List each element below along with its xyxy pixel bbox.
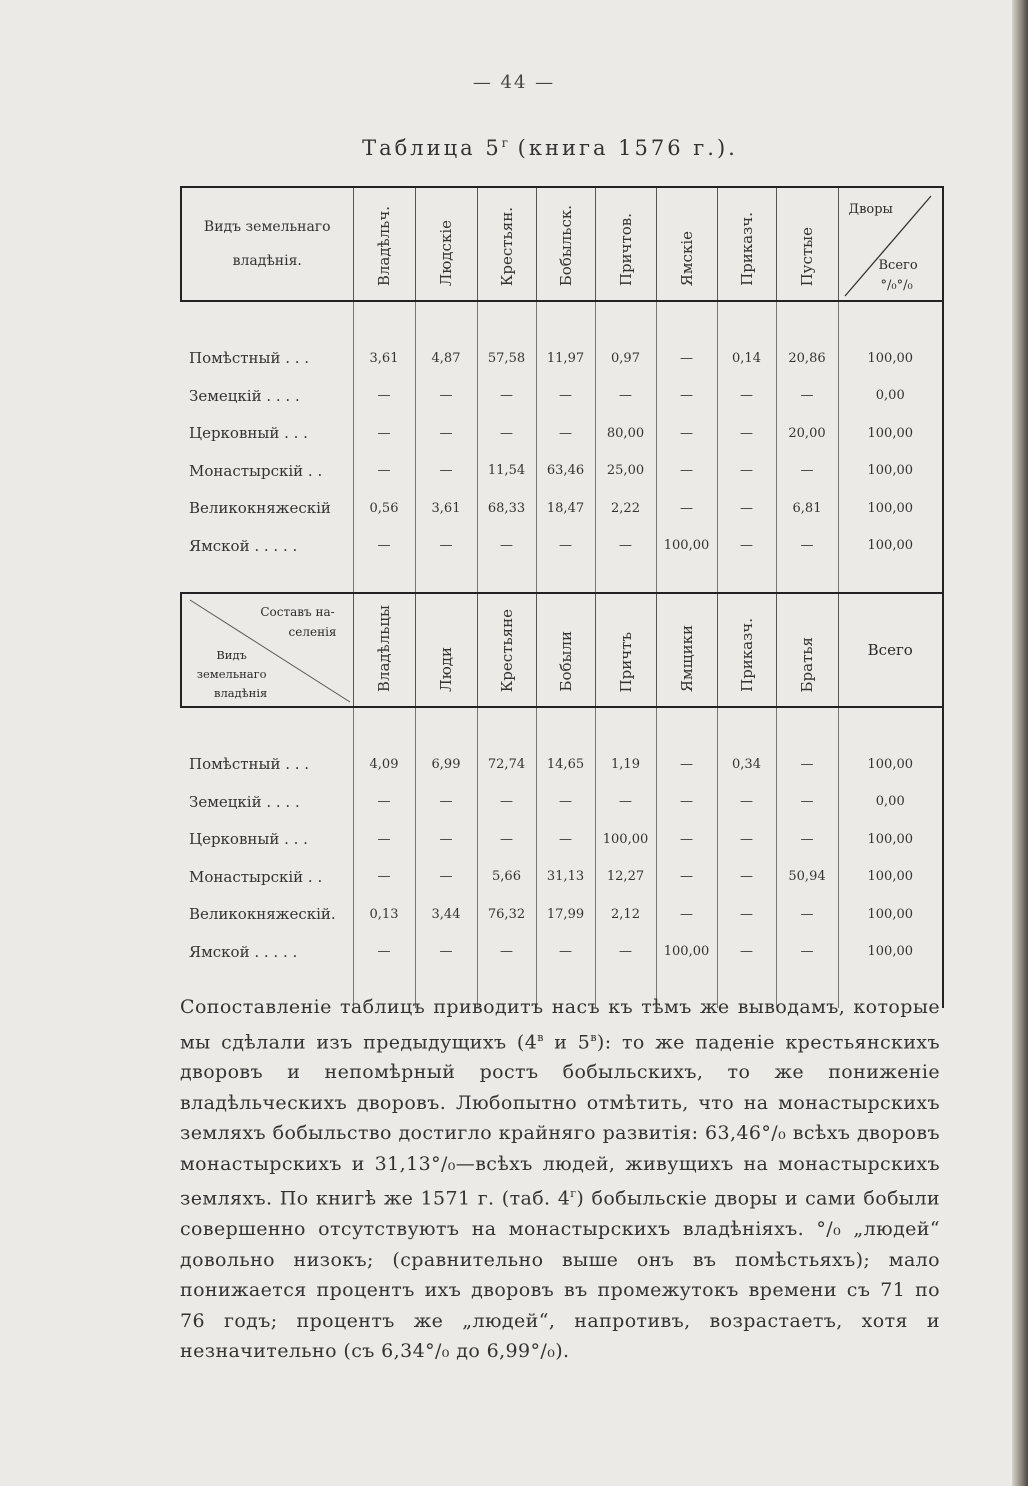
table1-col-header <box>477 187 536 301</box>
table1-col-header <box>656 187 717 301</box>
table-cell: — <box>595 933 656 971</box>
table2 <box>180 592 944 1008</box>
table-row <box>181 783 943 821</box>
table-cell: 0,14 <box>717 340 776 378</box>
table-cell: 0,13 <box>353 896 415 934</box>
table-cell: 2,12 <box>595 896 656 934</box>
col-label: Бобыльск. <box>556 204 575 286</box>
table-row <box>181 896 943 934</box>
table-cell: — <box>353 933 415 971</box>
table-cell: — <box>353 783 415 821</box>
table1-col-header <box>595 187 656 301</box>
page-number: — 44 — <box>472 72 556 93</box>
table-row <box>181 490 943 528</box>
table-cell: — <box>717 821 776 859</box>
table2-col-header <box>477 593 536 707</box>
table-cell: — <box>536 933 595 971</box>
col-label: Людскіе <box>437 219 455 286</box>
table-cell: — <box>536 415 595 453</box>
table-row <box>181 746 943 784</box>
corner-bottom-text <box>196 646 267 703</box>
table2-header-row <box>181 593 943 707</box>
para-part: и 5 <box>543 1030 591 1053</box>
table-cell: — <box>717 415 776 453</box>
table-cell: 20,00 <box>776 415 838 453</box>
table-cell: — <box>656 896 717 934</box>
table1-title-sup: г <box>501 136 508 150</box>
table-cell: 3,61 <box>415 490 477 528</box>
table-cell: — <box>656 377 717 415</box>
table-cell: 3,44 <box>415 896 477 934</box>
table-cell: — <box>776 896 838 934</box>
col-label: Приказч. <box>737 618 756 692</box>
row-label: Великокняжескій <box>189 499 331 518</box>
table-cell: 100,00 <box>838 490 943 528</box>
table-cell: — <box>656 415 717 453</box>
table-cell: — <box>656 746 717 784</box>
table-cell: — <box>717 377 776 415</box>
table2-spacer <box>181 707 943 746</box>
table-cell: 2,22 <box>595 490 656 528</box>
table-row <box>181 527 943 565</box>
table1-total-header <box>838 187 943 301</box>
table-cell: — <box>595 377 656 415</box>
para-sup: г <box>570 1187 577 1201</box>
para-part: ) бобыльскіе дворы и сами бобыли совершенно отсутствуютъ на монастырскихъ владѣніяхъ. °/₀ „людей“ довольно низокъ; (сравнительно выше онъ въ помѣстьяхъ); мало понижается процентъ ихъ дворовъ въ промежутокъ времени съ 71 по 76 годъ; процентъ же „людей“, напротивъ, возрастаетъ, хотя и незначительно (съ 6,34°/₀ до 6,99°/₀). <box>180 1187 940 1363</box>
table-cell: — <box>477 415 536 453</box>
table-cell: — <box>656 340 717 378</box>
table-cell: — <box>536 377 595 415</box>
table2-body <box>181 707 943 1008</box>
table-row <box>181 821 943 859</box>
row-label: Монастырскій . . <box>189 867 323 886</box>
table2-total-header: Всего <box>838 593 943 707</box>
table-cell: 100,00 <box>656 933 717 971</box>
col-label: Крестьян. <box>497 206 516 286</box>
table-cell: — <box>717 858 776 896</box>
table-cell: — <box>353 821 415 859</box>
table-cell: 72,74 <box>477 746 536 784</box>
table-cell: 100,00 <box>838 340 943 378</box>
row-label: Земецкій . . . . <box>189 792 300 811</box>
table-row <box>181 452 943 490</box>
table-cell: — <box>656 821 717 859</box>
table-cell: — <box>477 527 536 565</box>
row-label: Помѣстный . . . <box>189 349 310 368</box>
table-cell: — <box>656 490 717 528</box>
table1 <box>180 186 944 602</box>
body-paragraph <box>180 992 940 1367</box>
col-label: Ямскіе <box>677 230 696 286</box>
table-row <box>181 933 943 971</box>
para-sup: в <box>537 1030 544 1044</box>
table-cell: — <box>717 896 776 934</box>
table-cell: 100,00 <box>838 527 943 565</box>
table-cell: — <box>477 821 536 859</box>
table-cell: 18,47 <box>536 490 595 528</box>
table-cell: 100,00 <box>838 933 943 971</box>
table-cell: 100,00 <box>838 746 943 784</box>
table-cell: — <box>415 933 477 971</box>
table2-col-header <box>536 593 595 707</box>
table2-corner <box>181 593 353 707</box>
table-cell: — <box>353 527 415 565</box>
table-cell: — <box>595 783 656 821</box>
table-cell: — <box>415 858 477 896</box>
col-label: Причтъ <box>616 631 635 692</box>
table2-col-header <box>656 593 717 707</box>
table-cell: 100,00 <box>838 896 943 934</box>
table-cell: — <box>353 377 415 415</box>
table-cell: 1,19 <box>595 746 656 784</box>
table-row <box>181 415 943 453</box>
page-edge <box>1012 0 1028 1486</box>
table-cell: — <box>415 377 477 415</box>
col-label: Бобыли <box>556 631 575 692</box>
para-part: Сопоставленіе таблицъ приводитъ насъ къ тѣмъ же выводамъ, которые мы сдѣлали изъ предыдущихъ (4 <box>180 996 940 1053</box>
table-cell: — <box>717 490 776 528</box>
table-cell: 4,87 <box>415 340 477 378</box>
table-cell: — <box>717 527 776 565</box>
table-cell: 5,66 <box>477 858 536 896</box>
table-cell: — <box>717 933 776 971</box>
para-sup: в <box>590 1030 597 1044</box>
table-cell: 0,34 <box>717 746 776 784</box>
col-label: Крестьяне <box>497 608 516 692</box>
total-header-bottom: °/₀°/₀ <box>880 278 913 293</box>
table-cell: 100,00 <box>838 821 943 859</box>
table1-col-header <box>776 187 838 301</box>
table-cell: — <box>776 783 838 821</box>
table1-body <box>181 301 943 602</box>
table-cell: 0,97 <box>595 340 656 378</box>
table2-col-header <box>776 593 838 707</box>
table-cell: — <box>477 933 536 971</box>
col-label: Владѣльч. <box>375 205 393 286</box>
table-cell: 0,00 <box>838 783 943 821</box>
table-cell: 100,00 <box>838 415 943 453</box>
table1-title-main: Таблица 5 <box>362 136 502 160</box>
col-label: Приказч. <box>737 212 756 286</box>
table-row <box>181 340 943 378</box>
col-label: Люди <box>437 647 455 692</box>
table-cell: 12,27 <box>595 858 656 896</box>
table-cell: 63,46 <box>536 452 595 490</box>
table-cell: — <box>776 452 838 490</box>
table-cell: — <box>353 452 415 490</box>
table-cell: — <box>595 527 656 565</box>
col-label: Причтов. <box>616 212 635 286</box>
table1-header-row <box>181 187 943 301</box>
row-label: Ямской . . . . . <box>189 536 298 555</box>
table1-spacer <box>181 301 943 340</box>
table-cell: — <box>717 783 776 821</box>
row-label: Ямской . . . . . <box>189 942 298 961</box>
table1-col-header <box>415 187 477 301</box>
table-cell: — <box>353 858 415 896</box>
table-cell: — <box>415 452 477 490</box>
table-row <box>181 377 943 415</box>
row-label: Церковный . . . <box>189 830 308 849</box>
table-cell: — <box>415 821 477 859</box>
table-cell: 57,58 <box>477 340 536 378</box>
table-cell: — <box>717 452 776 490</box>
table-cell: 17,99 <box>536 896 595 934</box>
table-cell: — <box>656 858 717 896</box>
table-cell: — <box>656 783 717 821</box>
corner-bottom-line1: Видъ <box>216 648 247 662</box>
row-label: Великокняжескій. <box>189 905 336 924</box>
table-cell: — <box>536 527 595 565</box>
table2-col-header <box>415 593 477 707</box>
table-cell: 6,99 <box>415 746 477 784</box>
table-cell: — <box>776 377 838 415</box>
row-label: Монастырскій . . <box>189 461 323 480</box>
table1-title <box>0 136 1028 160</box>
table1-col-header <box>717 187 776 301</box>
col-label: Владѣльцы <box>375 604 393 692</box>
table-cell: — <box>415 415 477 453</box>
corner-label-line1: Видъ земельнаго <box>203 219 331 235</box>
corner-top-line1: Составъ на- <box>260 605 335 619</box>
table-cell: 6,81 <box>776 490 838 528</box>
table-cell: — <box>415 783 477 821</box>
table-cell: — <box>415 527 477 565</box>
table2-col-header <box>717 593 776 707</box>
corner-top-text <box>259 602 337 642</box>
table-cell: 11,97 <box>536 340 595 378</box>
table-cell: — <box>536 783 595 821</box>
table-cell: 14,65 <box>536 746 595 784</box>
table-cell: — <box>477 377 536 415</box>
table-cell: 31,13 <box>536 858 595 896</box>
table-cell: 100,00 <box>838 858 943 896</box>
col-label: Братья <box>798 636 816 692</box>
table1-corner-label <box>181 187 353 301</box>
corner-bottom-line2: земельнаго <box>196 667 267 681</box>
total-header-mid: Всего <box>878 258 918 273</box>
para-part: ): то же паденіе крестьянскихъ дворовъ и непомѣрный ростъ бобыльскихъ, то же пониженіе владѣльческихъ дворовъ. Любопытно отмѣтить, что на монастырскихъ земляхъ бобыльство достигло крайняго развитія: 63,46°/₀ всѣхъ дворовъ монастырскихъ и 31,13°/₀—всѣхъ людей, живущихъ на монастырскихъ земляхъ. По книгѣ же 1571 г. (таб. 4 <box>180 1030 940 1210</box>
corner-top-line2: селенія <box>288 625 337 639</box>
table-cell: 0,56 <box>353 490 415 528</box>
table-cell: 0,00 <box>838 377 943 415</box>
table-cell: 68,33 <box>477 490 536 528</box>
table-cell: 3,61 <box>353 340 415 378</box>
table-cell: 20,86 <box>776 340 838 378</box>
table-cell: — <box>776 821 838 859</box>
table1-col-header <box>536 187 595 301</box>
row-label: Земецкій . . . . <box>189 386 300 405</box>
table-cell: — <box>776 746 838 784</box>
table1-col-header <box>353 187 415 301</box>
row-label: Церковный . . . <box>189 424 308 443</box>
table2-col-header <box>595 593 656 707</box>
table-cell: 100,00 <box>595 821 656 859</box>
table-cell: 76,32 <box>477 896 536 934</box>
table-cell: — <box>536 821 595 859</box>
table2-col-header <box>353 593 415 707</box>
table-cell: 4,09 <box>353 746 415 784</box>
table-cell: 100,00 <box>838 452 943 490</box>
table-cell: 50,94 <box>776 858 838 896</box>
col-label: Пустые <box>798 226 816 286</box>
table-cell: 11,54 <box>477 452 536 490</box>
table-cell: 25,00 <box>595 452 656 490</box>
corner-bottom-line3: владѣнія <box>214 686 268 700</box>
table-cell: 80,00 <box>595 415 656 453</box>
table-row <box>181 858 943 896</box>
table-cell: — <box>656 452 717 490</box>
table-cell: — <box>477 783 536 821</box>
table-cell: — <box>776 527 838 565</box>
row-label: Помѣстный . . . <box>189 755 310 774</box>
corner-label-line2: владѣнія. <box>232 253 302 269</box>
table-cell: 100,00 <box>656 527 717 565</box>
table1-title-tail: (книга 1576 г.). <box>508 136 738 160</box>
col-label: Ямщики <box>677 624 696 692</box>
table-cell: — <box>776 933 838 971</box>
total-header-top: Дворы <box>848 202 893 217</box>
table-cell: — <box>353 415 415 453</box>
